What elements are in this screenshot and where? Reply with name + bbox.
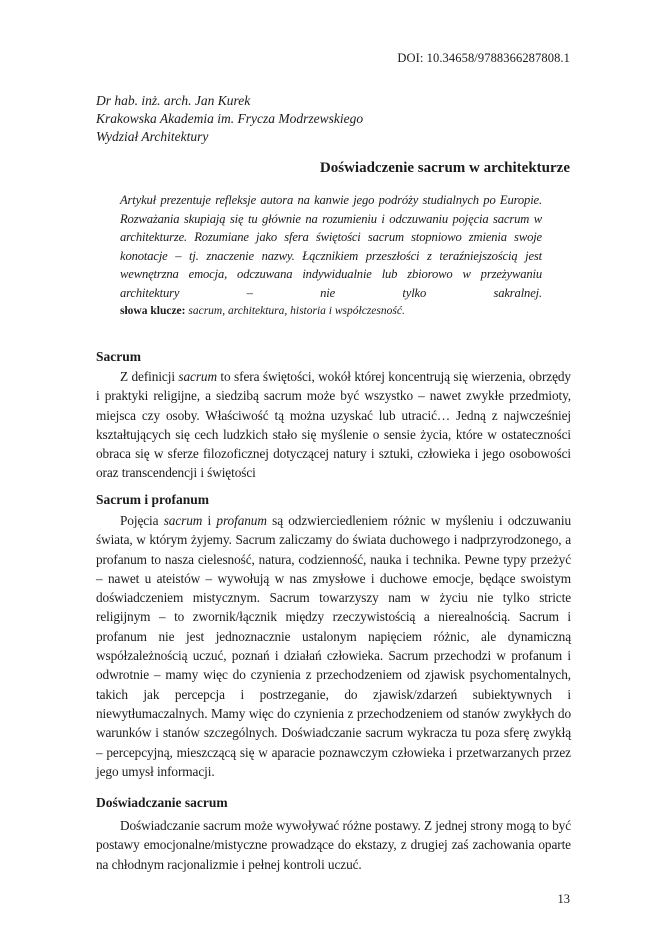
author-name: Dr hab. inż. arch. Jan Kurek bbox=[96, 93, 251, 108]
abstract: Artykuł prezentuje refleksje autora na kanwie jego podróży studialnych po Europie. Rozważania skupiają się tu głównie na rozumieniu i odczuwaniu pojęcia sacrum w architekturze. Rozumiane jako sfera świętości sacrum stopniowo zmienia swoje konotacje – tj. znaczenie nazwy. Łącznikiem przeszłości z teraźniejszością jest wewnętrzna emocja, odczuwana indywidualnie lub zbiorowo w przeżywaniu architektury – nie tylko sakralnej. bbox=[120, 193, 542, 300]
doi-identifier: DOI: 10.34658/9788366287808.1 bbox=[397, 51, 570, 65]
page-number: 13 bbox=[557, 892, 570, 906]
paragraph-text: Z definicji bbox=[120, 369, 179, 384]
paragraph-text: są odzwierciedleniem różnic w myśleniu i odczuwaniu świata, w którym żyjemy. Sacrum zaliczamy do świata duchowego i nadprzyrodzonego, a profanum to nasza cielesność, natura, codzienność, nauka i technika. Pewne typy przeżyć – nawet u ateistów – wywołują w nas zmysłowe i duchowe emocje, będące swoistym doświadczeniem mistycznym. Sacrum towarzyszy nam w życiu nie tylko stricte religijnym – to zwornik/łącznik między rzeczywistością a nierealnością. Sacrum i profanum nie jest jednoznacznie ustalonym napięciem różnic, ale dynamiczną współzależnością uczuć, poznań i działań człowieka. Sacrum przechodzi w profanum i odwrotnie – mamy więc do czynienia z przechodzeniem od zjawisk psychomentalnych, takich jak percepcja i postrzeganie, do zjawisk/zdarzeń subiektywnych i niewytłumaczalnych. Mamy więc do czynienia z przechodzeniem od stanów zwykłych do warunków i stanów szczególnych. Doświadczanie sacrum wykracza tu poza sferę zwykłą – percepcyjną, mieszczącą się w aparacie poznawczym człowieka i przetwarzanych przez jego umysł informacji. bbox=[96, 513, 571, 779]
paragraph-term: profanum bbox=[216, 513, 267, 528]
keywords-label: słowa klucze: bbox=[120, 305, 186, 317]
paragraph-doswiadczanie-sacrum bbox=[96, 816, 571, 874]
paragraph-text: Pojęcia bbox=[120, 513, 164, 528]
paragraph-text: Doświadczanie sacrum może wywoływać różne postawy. Z jednej strony mogą to być postawy emocjonalne/mistyczne prowadzące do ekstazy, z drugiej zaś zachowania oparte na chłodnym racjonalizmie i pełnej kontroli uczuć. bbox=[96, 818, 571, 872]
section-heading-sacrum: Sacrum bbox=[96, 349, 141, 364]
paragraph-text: i bbox=[202, 513, 217, 528]
article-title: Doświadczenie sacrum w architekturze bbox=[319, 160, 570, 176]
author-institution: Krakowska Akademia im. Frycza Modrzewskiego bbox=[96, 111, 364, 126]
section-heading-doswiadczanie-sacrum: Doświadczanie sacrum bbox=[96, 795, 228, 810]
keywords-text: sacrum, architektura, historia i współczesność. bbox=[188, 305, 405, 317]
paragraph-term: sacrum bbox=[178, 369, 217, 384]
paragraph-sacrum bbox=[96, 367, 571, 483]
section-heading-sacrum-i-profanum: Sacrum i profanum bbox=[96, 492, 210, 507]
author-block bbox=[96, 92, 566, 146]
keywords bbox=[120, 305, 560, 317]
author-faculty: Wydział Architektury bbox=[96, 129, 209, 144]
paragraph-text: to sfera świętości, wokół której koncentrują się wierzenia, obrzędy i praktyki religijne, a siedzibą sacrum może być wszystko – nawet zwykłe przedmioty, miejsca czy osoby. Właściwość tą można uzyskać lub utracić… Jedną z najwcześniej kształtujących się cech ludzkich stało się myślenie o sensie życia, które w ostateczności obraca się w sferze filozoficznej dotyczącej natury i sztuki, człowieka i jego osobowości oraz transcendencji i świętości bbox=[96, 369, 571, 481]
paragraph-term: sacrum bbox=[163, 513, 203, 528]
paragraph-sacrum-i-profanum bbox=[96, 511, 571, 781]
